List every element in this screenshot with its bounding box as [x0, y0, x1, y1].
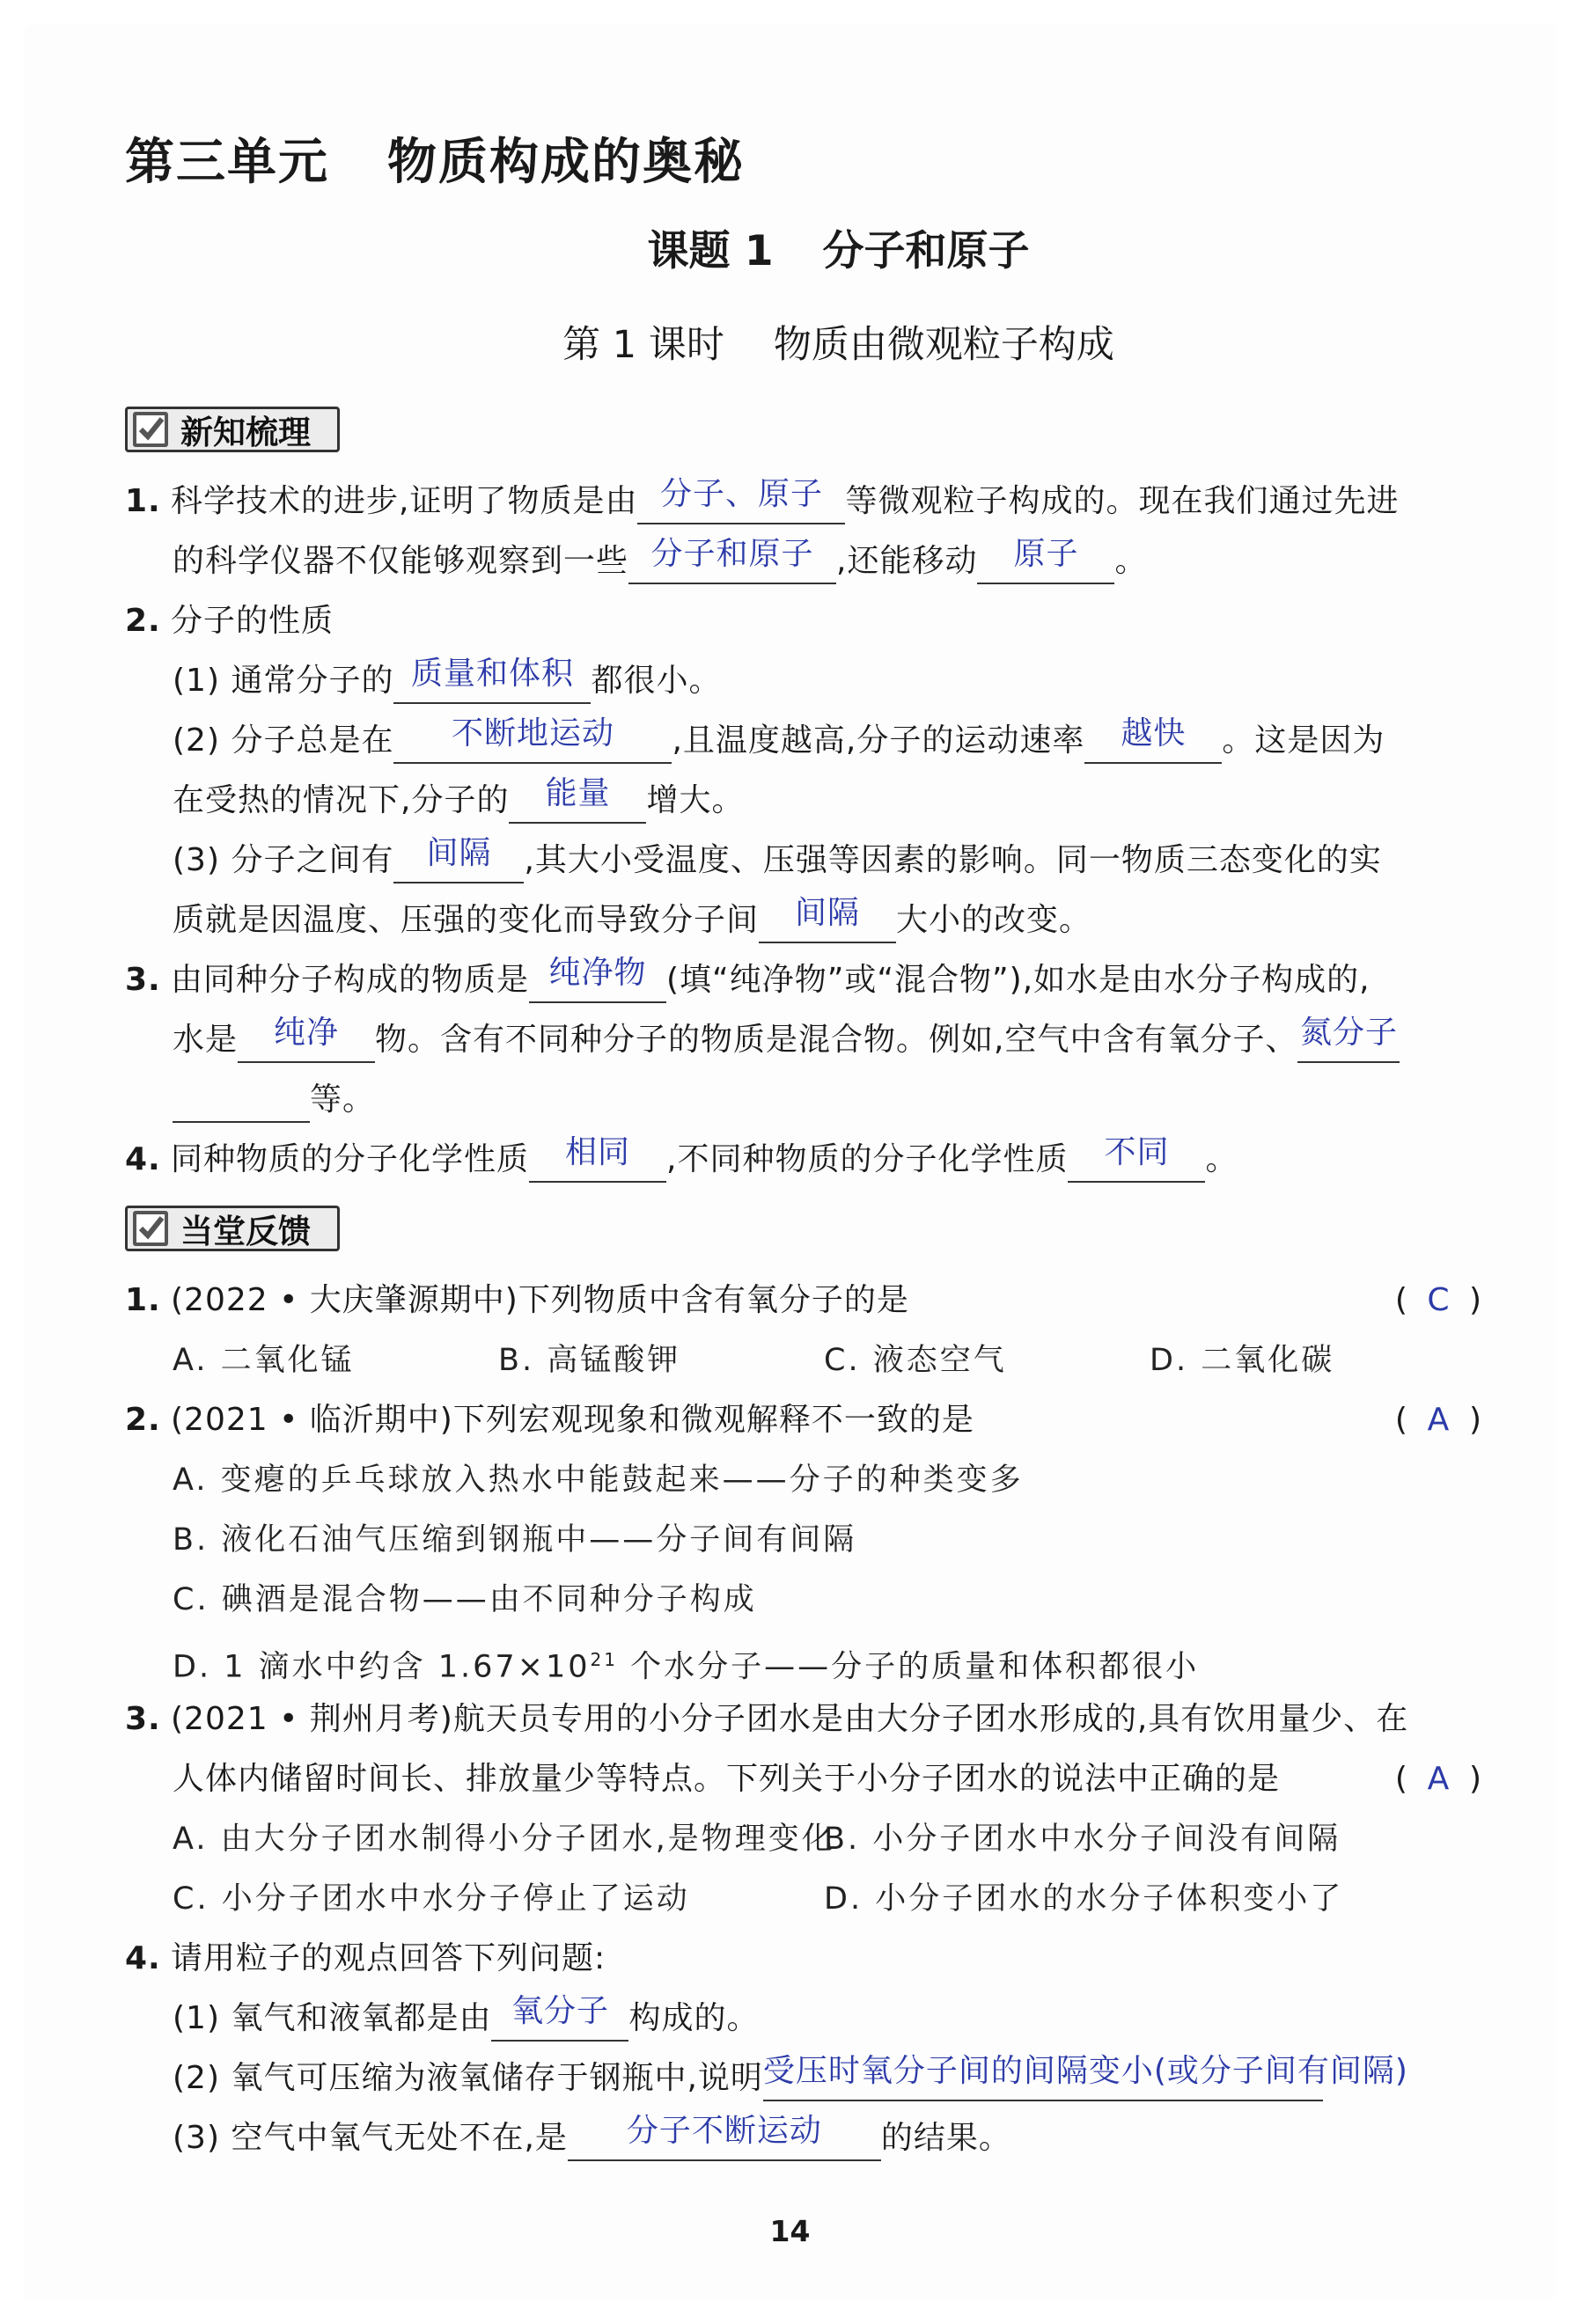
option-d: D. 二氧化碳 — [1150, 1343, 1335, 1378]
answer-paren: ( A ) — [1394, 1402, 1481, 1438]
answer-blank: 间隔 — [759, 901, 896, 943]
lesson-title — [0, 218, 1580, 277]
sub-item: (3) 空气中氧气无处不在,是 分子不断运动 的结果。 — [173, 2115, 1011, 2161]
answer-blank: 氧分子 — [491, 1999, 628, 2042]
list-item-cont: 的科学仪器不仅能够观察到一些 分子和原子 ,还能移动 原子 。 — [173, 539, 1147, 584]
option-d: D. 1 滴水中约含 $1.67\times 10^{21}$ 个水分子——分子的质量和体积都很小 — [173, 1649, 1200, 1685]
unit-title — [125, 123, 745, 194]
option-c: C. 液态空气 — [824, 1343, 1007, 1378]
lesson-name: 分子和原子 — [822, 227, 1030, 275]
answer-blank: 质量和体积 — [393, 662, 591, 704]
answer-paren: ( A ) — [1394, 1761, 1481, 1797]
answer-blank: 纯净物 — [529, 961, 666, 1003]
unit-name: 物质构成的奥秘 — [387, 134, 745, 191]
section-header-new-knowledge — [125, 407, 340, 452]
question-stem: 2. (2021 • 临沂期中)下列宏观现象和微观解释不一致的是 — [125, 1402, 974, 1438]
list-item-cont: 等。 — [173, 1077, 375, 1123]
option-c: C. 碘酒是混合物——由不同种分子构成 — [173, 1582, 757, 1617]
section-title: 新知梳理 — [180, 414, 311, 451]
answer-blank: 纯净 — [238, 1021, 375, 1063]
option-c: C. 小分子团水中水分子停止了运动 — [173, 1881, 690, 1917]
answer-blank: 相同 — [529, 1140, 666, 1183]
option-b: B. 高锰酸钾 — [498, 1343, 681, 1378]
page-number: 14 — [769, 2214, 811, 2248]
answer-paren: ( C ) — [1394, 1282, 1481, 1318]
list-item: 2. 分子的性质 — [125, 603, 334, 639]
option-a: A. 变瘪的乒乓球放入热水中能鼓起来——分子的种类变多 — [173, 1463, 1024, 1498]
answer-blank: 不同 — [1068, 1140, 1205, 1183]
period-name: 物质由微观粒子构成 — [773, 323, 1114, 367]
sub-item: (3) 分子之间有 间隔 ,其大小受温度、压强等因素的影响。同一物质三态变化的实 — [173, 838, 1382, 883]
list-item-cont: 水是 纯净 物。含有不同种分子的物质是混合物。例如,空气中含有氧分子、 氮分子 — [173, 1017, 1400, 1063]
answer-blank: 分子和原子 — [628, 542, 836, 584]
section-title: 当堂反馈 — [180, 1213, 311, 1250]
answer-blank: 受压时氧分子间的间隔变小(或分子间有间隔) — [763, 2059, 1323, 2101]
unit-label: 第三单元 — [125, 134, 329, 191]
list-item: 1. 科学技术的进步,证明了物质是由 分子、原子 等微观粒子构成的。现在我们通过先进 — [125, 479, 1399, 524]
sub-item: (1) 氧气和液氧都是由 氧分子 构成的。 — [173, 1996, 759, 2042]
checkmark-icon — [133, 1211, 168, 1246]
sub-item-cont: 在受热的情况下,分子的 能量 增大。 — [173, 778, 744, 824]
answer-blank: 不断地运动 — [393, 722, 672, 764]
answer-blank: 分子不断运动 — [568, 2119, 881, 2161]
checkmark-icon — [133, 412, 168, 447]
answer-blank: 分子、原子 — [637, 482, 845, 524]
period-label: 第 1 课时 — [562, 323, 724, 367]
section-header-feedback — [125, 1206, 340, 1251]
option-a: A. 由大分子团水制得小分子团水,是物理变化 — [173, 1822, 835, 1857]
answer-blank — [173, 1081, 310, 1123]
option-b: B. 液化石油气压缩到钢瓶中——分子间有间隔 — [173, 1522, 857, 1558]
option-d: D. 小分子团水的水分子体积变小了 — [824, 1881, 1344, 1917]
list-item: 4. 同种物质的分子化学性质 相同 ,不同种物质的分子化学性质 不同 。 — [125, 1137, 1238, 1183]
question-stem-cont: 人体内储留时间长、排放量少等特点。下列关于小分子团水的说法中正确的是 — [173, 1761, 1281, 1797]
list-item: 3. 由同种分子构成的物质是 纯净物 (填“纯净物”或“混合物”),如水是由水分子构成的, — [125, 957, 1371, 1003]
question-stem: 1. (2022 • 大庆肇源期中)下列物质中含有氧分子的是 — [125, 1282, 909, 1318]
answer-blank: 氮分子 — [1297, 1021, 1400, 1063]
question-stem: 3. (2021 • 荆州月考)航天员专用的小分子团水是由大分子团水形成的,具有饮用量少、在 — [125, 1701, 1409, 1737]
sub-item-cont: 质就是因温度、压强的变化而导致分子间 间隔 大小的改变。 — [173, 898, 1091, 943]
answer-blank: 间隔 — [393, 841, 524, 883]
question-stem: 4. 请用粒子的观点回答下列问题: — [125, 1940, 606, 1976]
sub-item: (2) 氧气可压缩为液氧储存于钢瓶中,说明 受压时氧分子间的间隔变小(或分子间有间隔) — [173, 2056, 1323, 2101]
lesson-label: 课题 1 — [647, 227, 774, 275]
answer-blank: 原子 — [977, 542, 1114, 584]
answer-blank: 越快 — [1084, 722, 1222, 764]
option-b: B. 小分子团水中水分子间没有间隔 — [824, 1822, 1341, 1857]
period-title — [0, 315, 1580, 369]
sub-item: (1) 通常分子的 质量和体积 都很小。 — [173, 658, 721, 704]
option-a: A. 二氧化锰 — [173, 1343, 355, 1378]
sub-item: (2) 分子总是在 不断地运动 ,且温度越高,分子的运动速率 越快 。这是因为 — [173, 718, 1385, 764]
answer-blank: 能量 — [509, 781, 646, 824]
